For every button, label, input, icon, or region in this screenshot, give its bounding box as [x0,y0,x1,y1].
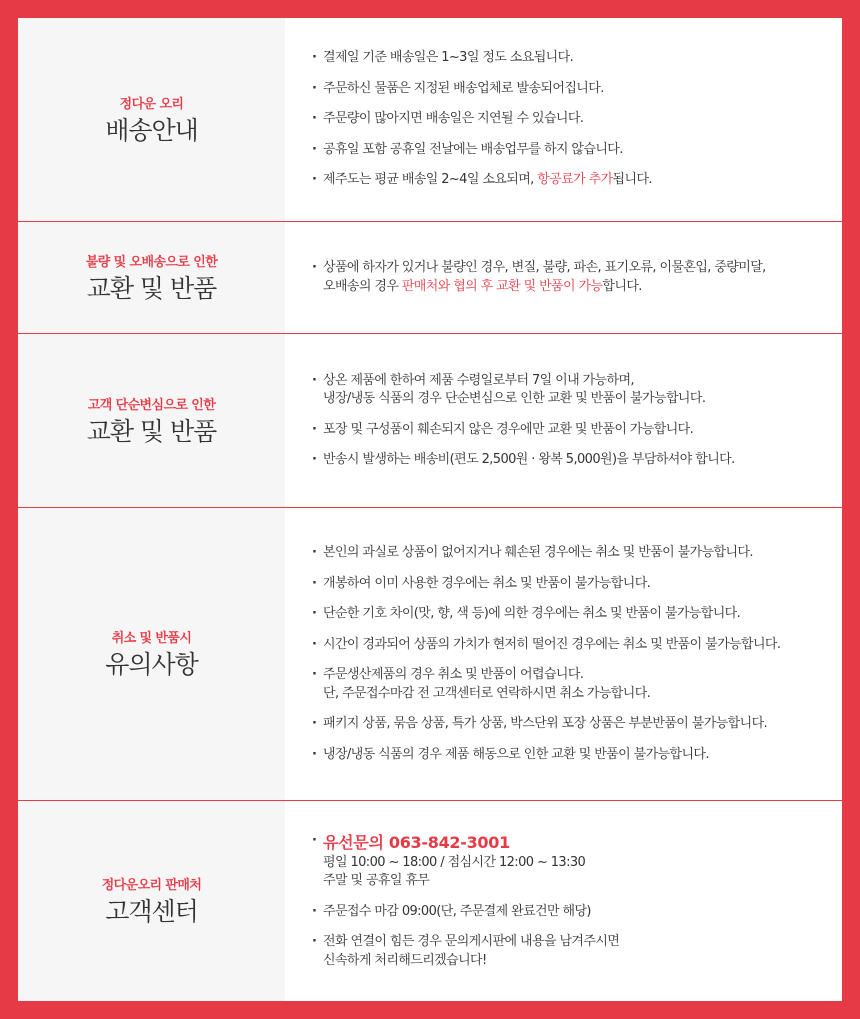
section-subtitle: 고객 단순변심으로 인한 [87,397,216,413]
item-line: · 주문생산제품의 경우 취소 및 반품이 어렵습니다. [323,667,584,682]
item-line [323,278,842,297]
section-content [285,801,842,1001]
section-content [285,222,842,333]
item-text: 합니다. [602,278,642,294]
list-item: · 결제일 기준 배송일은 1~3일 정도 소요됩니다. [311,49,842,68]
list-item [311,933,842,970]
section-title: 배송안내 [105,115,198,145]
item-line: · 상온 제품에 한하여 제품 수령일로부터 7일 이내 가능하며, [323,372,634,388]
list-item: · 본인의 과실로 상품이 없어지거나 훼손된 경우에는 취소 및 반품이 불가능합니다. [311,544,842,563]
highlight-text: 판매처와 협의 후 교환 및 반품이 가능 [401,278,603,294]
list-item [311,666,842,703]
section-heading [18,222,285,333]
item-line: 신속하게 처리해드리겠습니다! [323,952,487,968]
shipping-list [311,49,842,190]
list-item [311,171,842,190]
section-content [285,18,842,221]
section-heading [18,18,285,221]
list-item: · 냉장/냉동 식품의 경우 제품 해동으로 인한 교환 및 반품이 불가능합니다. [311,746,842,765]
list-item: · 시간이 경과되어 상품의 가치가 현저히 떨어진 경우에는 취소 및 반품이 불가능합니다. [311,636,842,655]
item-line: 단, 주문접수마감 전 고객센터로 연락하시면 취소 가능합니다. [323,685,651,701]
item-text: 오배송의 경우 [323,278,402,294]
section-heading [18,334,285,507]
list-item [311,372,842,409]
section-subtitle: 정다운 오리 [119,96,184,112]
item-text: 제주도는 평균 배송일 2~4일 소요되며, [323,172,538,188]
section-heading [18,508,285,800]
item-line: · 전화 연결이 힘든 경우 문의게시판에 내용을 남겨주시면 [323,934,620,950]
phone-number: · 유선문의 063-842-3001 [323,832,510,852]
list-item: · 개봉하여 이미 사용한 경우에는 취소 및 반품이 불가능합니다. [311,575,842,594]
section-subtitle: 정다운오리 판매처 [101,878,202,893]
defect-list [311,259,842,296]
list-item [311,832,842,891]
section-subtitle: 불량 및 오배송으로 인한 [85,254,218,270]
item-line: · 상품에 하자가 있거나 불량인 경우, 변질, 불량, 파손, 표기오류, 이물혼입, 중량미달, [323,260,766,275]
customer-center-section [18,801,842,1001]
section-title: 유의사항 [105,650,198,679]
list-item: · 주문하신 물품은 지정된 배송업체로 발송되어집니다. [311,80,842,99]
section-title: 고객센터 [105,897,198,926]
cancellation-list [311,544,842,764]
business-hours: 평일 10:00 ~ 18:00 / 점심시간 12:00 ~ 13:30 [323,854,586,870]
defect-exchange-section [18,222,842,334]
section-content [285,508,842,800]
change-of-mind-section [18,334,842,508]
customer-center-list [311,832,842,971]
section-heading [18,801,285,1001]
list-item: · 반송시 발생하는 배송비(편도 2,500원 · 왕복 5,000원)을 부담하셔야 합니다. [311,451,842,470]
section-title: 교환 및 반품 [86,273,217,303]
list-item: · 공휴일 포함 공휴일 전날에는 배송업무를 하지 않습니다. [311,141,842,160]
list-item: · 단순한 기호 차이(맛, 향, 색 등)에 의한 경우에는 취소 및 반품이 불가능합니다. [311,605,842,624]
info-panel [18,18,842,1001]
list-item: · 주문접수 마감 09:00(단, 주문결제 완료건만 해당) [311,903,842,922]
list-item: · 패키지 상품, 묶음 상품, 특가 상품, 박스단위 포장 상품은 부분반품이 불가능합니다. [311,715,842,734]
section-content [285,334,842,507]
section-subtitle: 취소 및 반품시 [111,631,192,646]
item-line: 냉장/냉동 식품의 경우 단순변심으로 인한 교환 및 반품이 불가능합니다. [323,391,706,406]
cancellation-notes-section [18,508,842,801]
list-item [311,259,842,296]
section-title: 교환 및 반품 [86,416,217,446]
list-item: · 주문량이 많아지면 배송일은 지연될 수 있습니다. [311,110,842,129]
shipping-info-section [18,18,842,222]
item-text: 됩니다. [612,172,652,188]
list-item: · 포장 및 구성품이 훼손되지 않은 경우에만 교환 및 반품이 가능합니다. [311,421,842,440]
change-of-mind-list [311,372,842,470]
highlight-text: 항공료가 추가 [537,172,613,188]
closed-days: 주말 및 공휴일 휴무 [323,873,430,889]
